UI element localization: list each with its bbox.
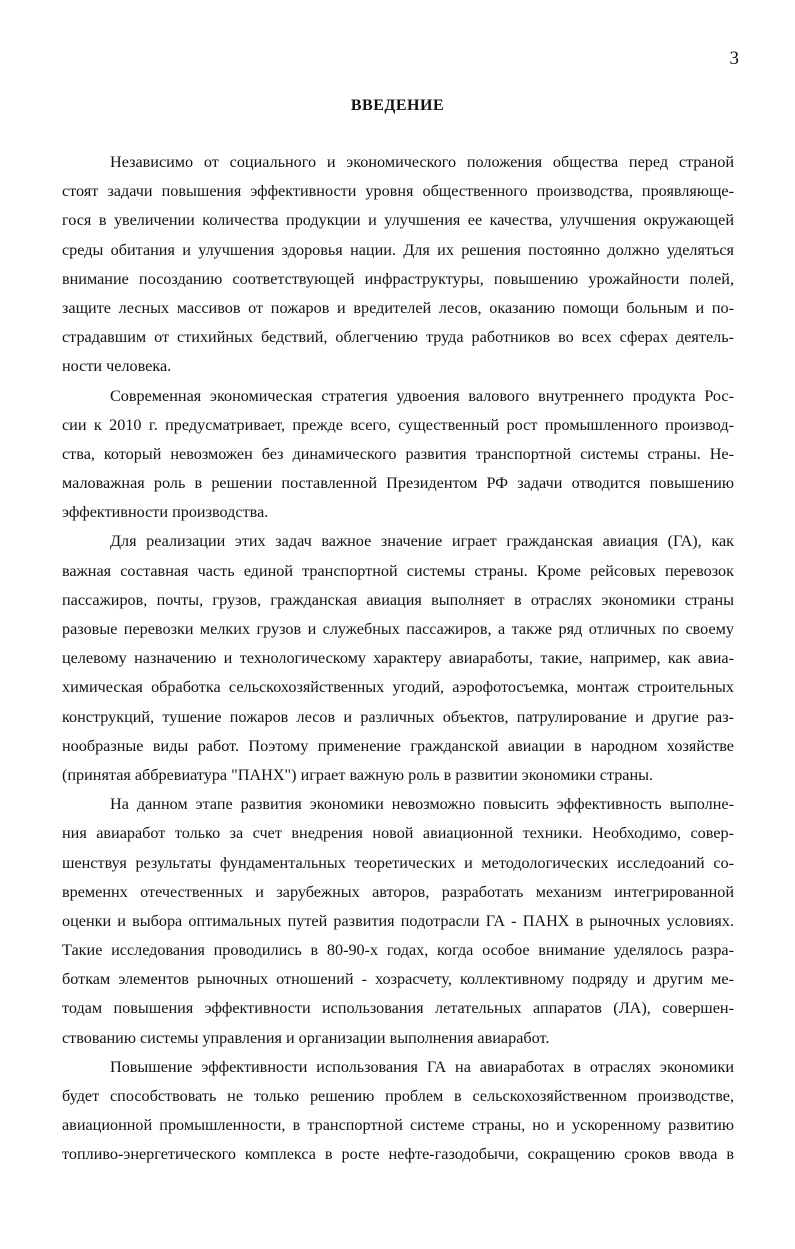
section-heading: ВВЕДЕНИЕ xyxy=(350,97,445,114)
text-line: ния авиаработ только за счет внедрения новой авиационной техники. Необходимо, совер- xyxy=(62,824,734,843)
text-line: Повышение эффективности использования ГА на авиаработах в отраслях экономики xyxy=(110,1057,734,1076)
text-line: нообразные виды работ. Поэтому применение гражданской авиации в народном хозяйстве xyxy=(62,736,734,755)
text-line: оценки и выбора оптимальных путей развития подотрасли ГА - ПАНХ в рыночных условиях. xyxy=(62,911,734,930)
text-line: топливо-энергетического комплекса в росте нефте-газодобычи, сокращению сроков ввода в xyxy=(62,1145,734,1164)
text-line: Современная экономическая стратегия удвоения валового внутреннего продукта Рос- xyxy=(110,386,734,405)
text-line: конструкций, тушение пожаров лесов и различных объектов, патрулирование и другие раз- xyxy=(62,707,734,726)
text-line: внимание посозданию соответствующей инфраструктуры, повышению урожайности полей, xyxy=(62,269,734,288)
text-line: эффективности производства. xyxy=(62,503,269,522)
text-line: ности человека. xyxy=(62,357,172,376)
text-line: разовые перевозки мелких грузов и служебных пассажиров, а также ряд отличных по своему xyxy=(62,620,734,638)
text-line: важная составная часть единой транспортной системы страны. Кроме рейсовых перевозок xyxy=(62,561,734,580)
text-line: Независимо от социального и экономического положения общества перед страной xyxy=(110,153,734,171)
body-text xyxy=(62,148,734,1170)
paragraph xyxy=(62,527,734,790)
text-line: целевому назначению и технологическому характеру авиаработы, такие, например, как авиа- xyxy=(62,649,734,668)
text-line: Такие исследования проводились в 80-90-х годах, когда особое внимание уделялось разра- xyxy=(62,941,734,960)
text-line: Для реализации этих задач важное значение играет гражданская авиация (ГА), как xyxy=(110,532,734,551)
text-line: будет способствовать не только решению проблем в сельскохозяйственном производстве, xyxy=(62,1087,734,1105)
text-line: временнх отечественных и зарубежных авторов, разработать механизм интегрированной xyxy=(62,882,734,901)
text-line: На данном этапе развития экономики невозможно повысить эффективность выполне- xyxy=(110,795,734,814)
text-line: страдавшим от стихийных бедствий, облегчению труда работников во всех сферах деятель- xyxy=(62,328,734,347)
text-line: защите лесных массивов от пожаров и вредителей лесов, оказанию помощи больным и по- xyxy=(62,298,734,317)
text-line: среды обитания и улучшения здоровья нации. Для их решения постоянно должно уделяться xyxy=(62,240,734,259)
paragraph xyxy=(62,382,734,528)
text-line: ствованию системы управления и организации выполнения авиаработ. xyxy=(62,1028,550,1047)
text-line: тодам повышения эффективности использования летательных аппаратов (ЛА), совершен- xyxy=(62,999,734,1018)
text-line: (принятая аббревиатура "ПАНХ") играет важную роль в развитии экономики страны. xyxy=(62,765,654,784)
text-line: пассажиров, почты, грузов, гражданская авиация выполняет в отраслях экономики страны xyxy=(62,590,734,609)
text-line: химическая обработка сельскохозяйственных угодий, аэрофотосъемка, монтаж строительных xyxy=(62,678,734,697)
paragraph xyxy=(62,1053,734,1170)
page-number: 3 xyxy=(729,48,739,69)
text-line: ства, который невозможен без динамического развития транспортной системы страны. Не- xyxy=(62,444,734,463)
text-line: шенствуя результаты фундаментальных теоретических и методологических исследоаний со- xyxy=(62,853,734,872)
text-line: сии к 2010 г. предусматривает, прежде всего, существенный рост промышленного производ- xyxy=(62,415,734,434)
paragraph xyxy=(62,790,734,1053)
text-line: маловажная роль в решении поставленной Президентом РФ задачи отводится повышению xyxy=(62,474,734,493)
text-line: гося в увеличении количества продукции и улучшения ее качества, улучшения окружающей xyxy=(62,211,734,230)
paragraph xyxy=(62,148,734,382)
text-line: стоят задачи повышения эффективности уровня общественного производства, проявляюще- xyxy=(62,182,734,201)
text-line: боткам элементов рыночных отношений - хозрасчету, коллективному подряду и другим ме- xyxy=(62,970,734,989)
text-line: авиационной промышленности, в транспортной системе страны, но и ускоренному развитию xyxy=(62,1116,734,1135)
